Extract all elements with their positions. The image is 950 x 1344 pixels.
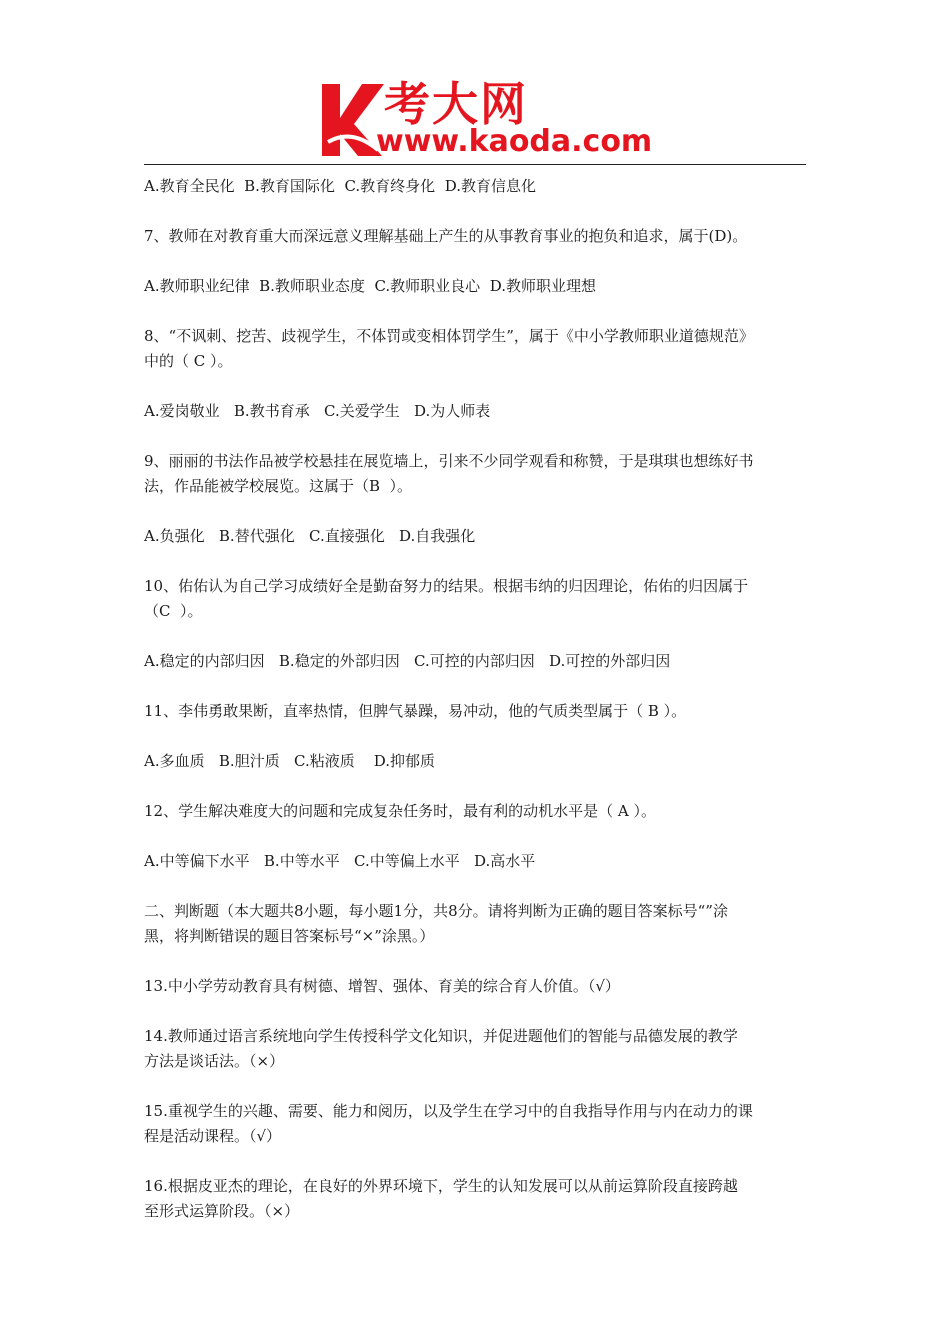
text-line: 15.重视学生的兴趣、需要、能力和阅历，以及学生在学习中的自我指导作用与内在动力的课 xyxy=(144,1102,753,1120)
paragraph xyxy=(144,1099,808,1149)
text-line: 9、丽丽的书法作品被学校悬挂在展览墙上，引来不少同学观看和称赞，于是琪琪也想练好书 xyxy=(144,452,754,470)
header-divider xyxy=(144,164,806,165)
text-line: 法，作品能被学校展览。这属于（B ）。 xyxy=(144,477,413,495)
paragraph xyxy=(144,399,808,424)
paragraph xyxy=(144,799,808,824)
text-line: A.多血质 B.胆汁质 C.粘液质 D.抑郁质 xyxy=(144,752,436,770)
paragraph xyxy=(144,224,808,249)
paragraph xyxy=(144,274,808,299)
logo-url: www.kaoda.com xyxy=(376,124,653,159)
text-line: 10、佑佑认为自己学习成绩好全是勤奋努力的结果。根据韦纳的归因理论，佑佑的归因属于 xyxy=(144,577,749,595)
paragraph xyxy=(144,1174,808,1224)
text-line: 黑，将判断错误的题目答案标号“×”涂黑。） xyxy=(144,927,435,945)
text-line: 7、教师在对教育重大而深远意义理解基础上产生的从事教育事业的抱负和追求，属于(D)。 xyxy=(144,227,748,245)
paragraph xyxy=(144,574,808,624)
text-line: 8、“不讽刺、挖苦、歧视学生，不体罚或变相体罚学生”，属于《中小学教师职业道德规范》 xyxy=(144,327,754,345)
text-line: 程是活动课程。（√） xyxy=(144,1127,282,1145)
paragraph xyxy=(144,174,808,199)
paragraph xyxy=(144,849,808,874)
text-line: A.教育全民化 B.教育国际化 C.教育终身化 D.教育信息化 xyxy=(144,177,536,195)
text-line: A.教师职业纪律 B.教师职业态度 C.教师职业良心 D.教师职业理想 xyxy=(144,277,596,295)
text-line: 二、判断题（本大题共8小题，每小题1分，共8分。请将判断为正确的题目答案标号“”涂 xyxy=(144,902,728,920)
paragraph xyxy=(144,449,808,499)
paragraph xyxy=(144,1024,808,1074)
text-line: 12、学生解决难度大的问题和完成复杂任务时，最有利的动机水平是（ A ）。 xyxy=(144,802,656,820)
paragraph xyxy=(144,699,808,724)
paragraph xyxy=(144,899,808,949)
text-line: 至形式运算阶段。（×） xyxy=(144,1202,300,1220)
paragraph xyxy=(144,749,808,774)
text-line: 16.根据皮亚杰的理论，在良好的外界环境下，学生的认知发展可以从前运算阶段直接跨越 xyxy=(144,1177,738,1195)
text-line: 14.教师通过语言系统地向学生传授科学文化知识，并促进题他们的智能与品德发展的教学 xyxy=(144,1027,738,1045)
document-body xyxy=(144,174,808,1249)
text-line: 中的（ C ）。 xyxy=(144,352,233,370)
paragraph xyxy=(144,974,808,999)
text-line: A.稳定的内部归因 B.稳定的外部归因 C.可控的内部归因 D.可控的外部归因 xyxy=(144,652,671,670)
text-line: A.爱岗敬业 B.教书育承 C.关爱学生 D.为人师表 xyxy=(144,402,491,420)
text-line: 11、李伟勇敢果断，直率热情，但脾气暴躁，易冲动，他的气质类型属于（ B ）。 xyxy=(144,702,687,720)
text-line: A.中等偏下水平 B.中等水平 C.中等偏上水平 D.高水平 xyxy=(144,852,536,870)
text-line: 13.中小学劳动教育具有树德、增智、强体、育美的综合育人价值。（√） xyxy=(144,977,620,995)
text-line: （C ）。 xyxy=(144,602,203,620)
paragraph xyxy=(144,524,808,549)
paragraph xyxy=(144,649,808,674)
text-line: A.负强化 B.替代强化 C.直接强化 D.自我强化 xyxy=(144,527,476,545)
logo-title: 考大网 xyxy=(384,77,528,131)
text-line: 方法是谈话法。（×） xyxy=(144,1052,285,1070)
site-logo[interactable] xyxy=(318,77,653,160)
paragraph xyxy=(144,324,808,374)
